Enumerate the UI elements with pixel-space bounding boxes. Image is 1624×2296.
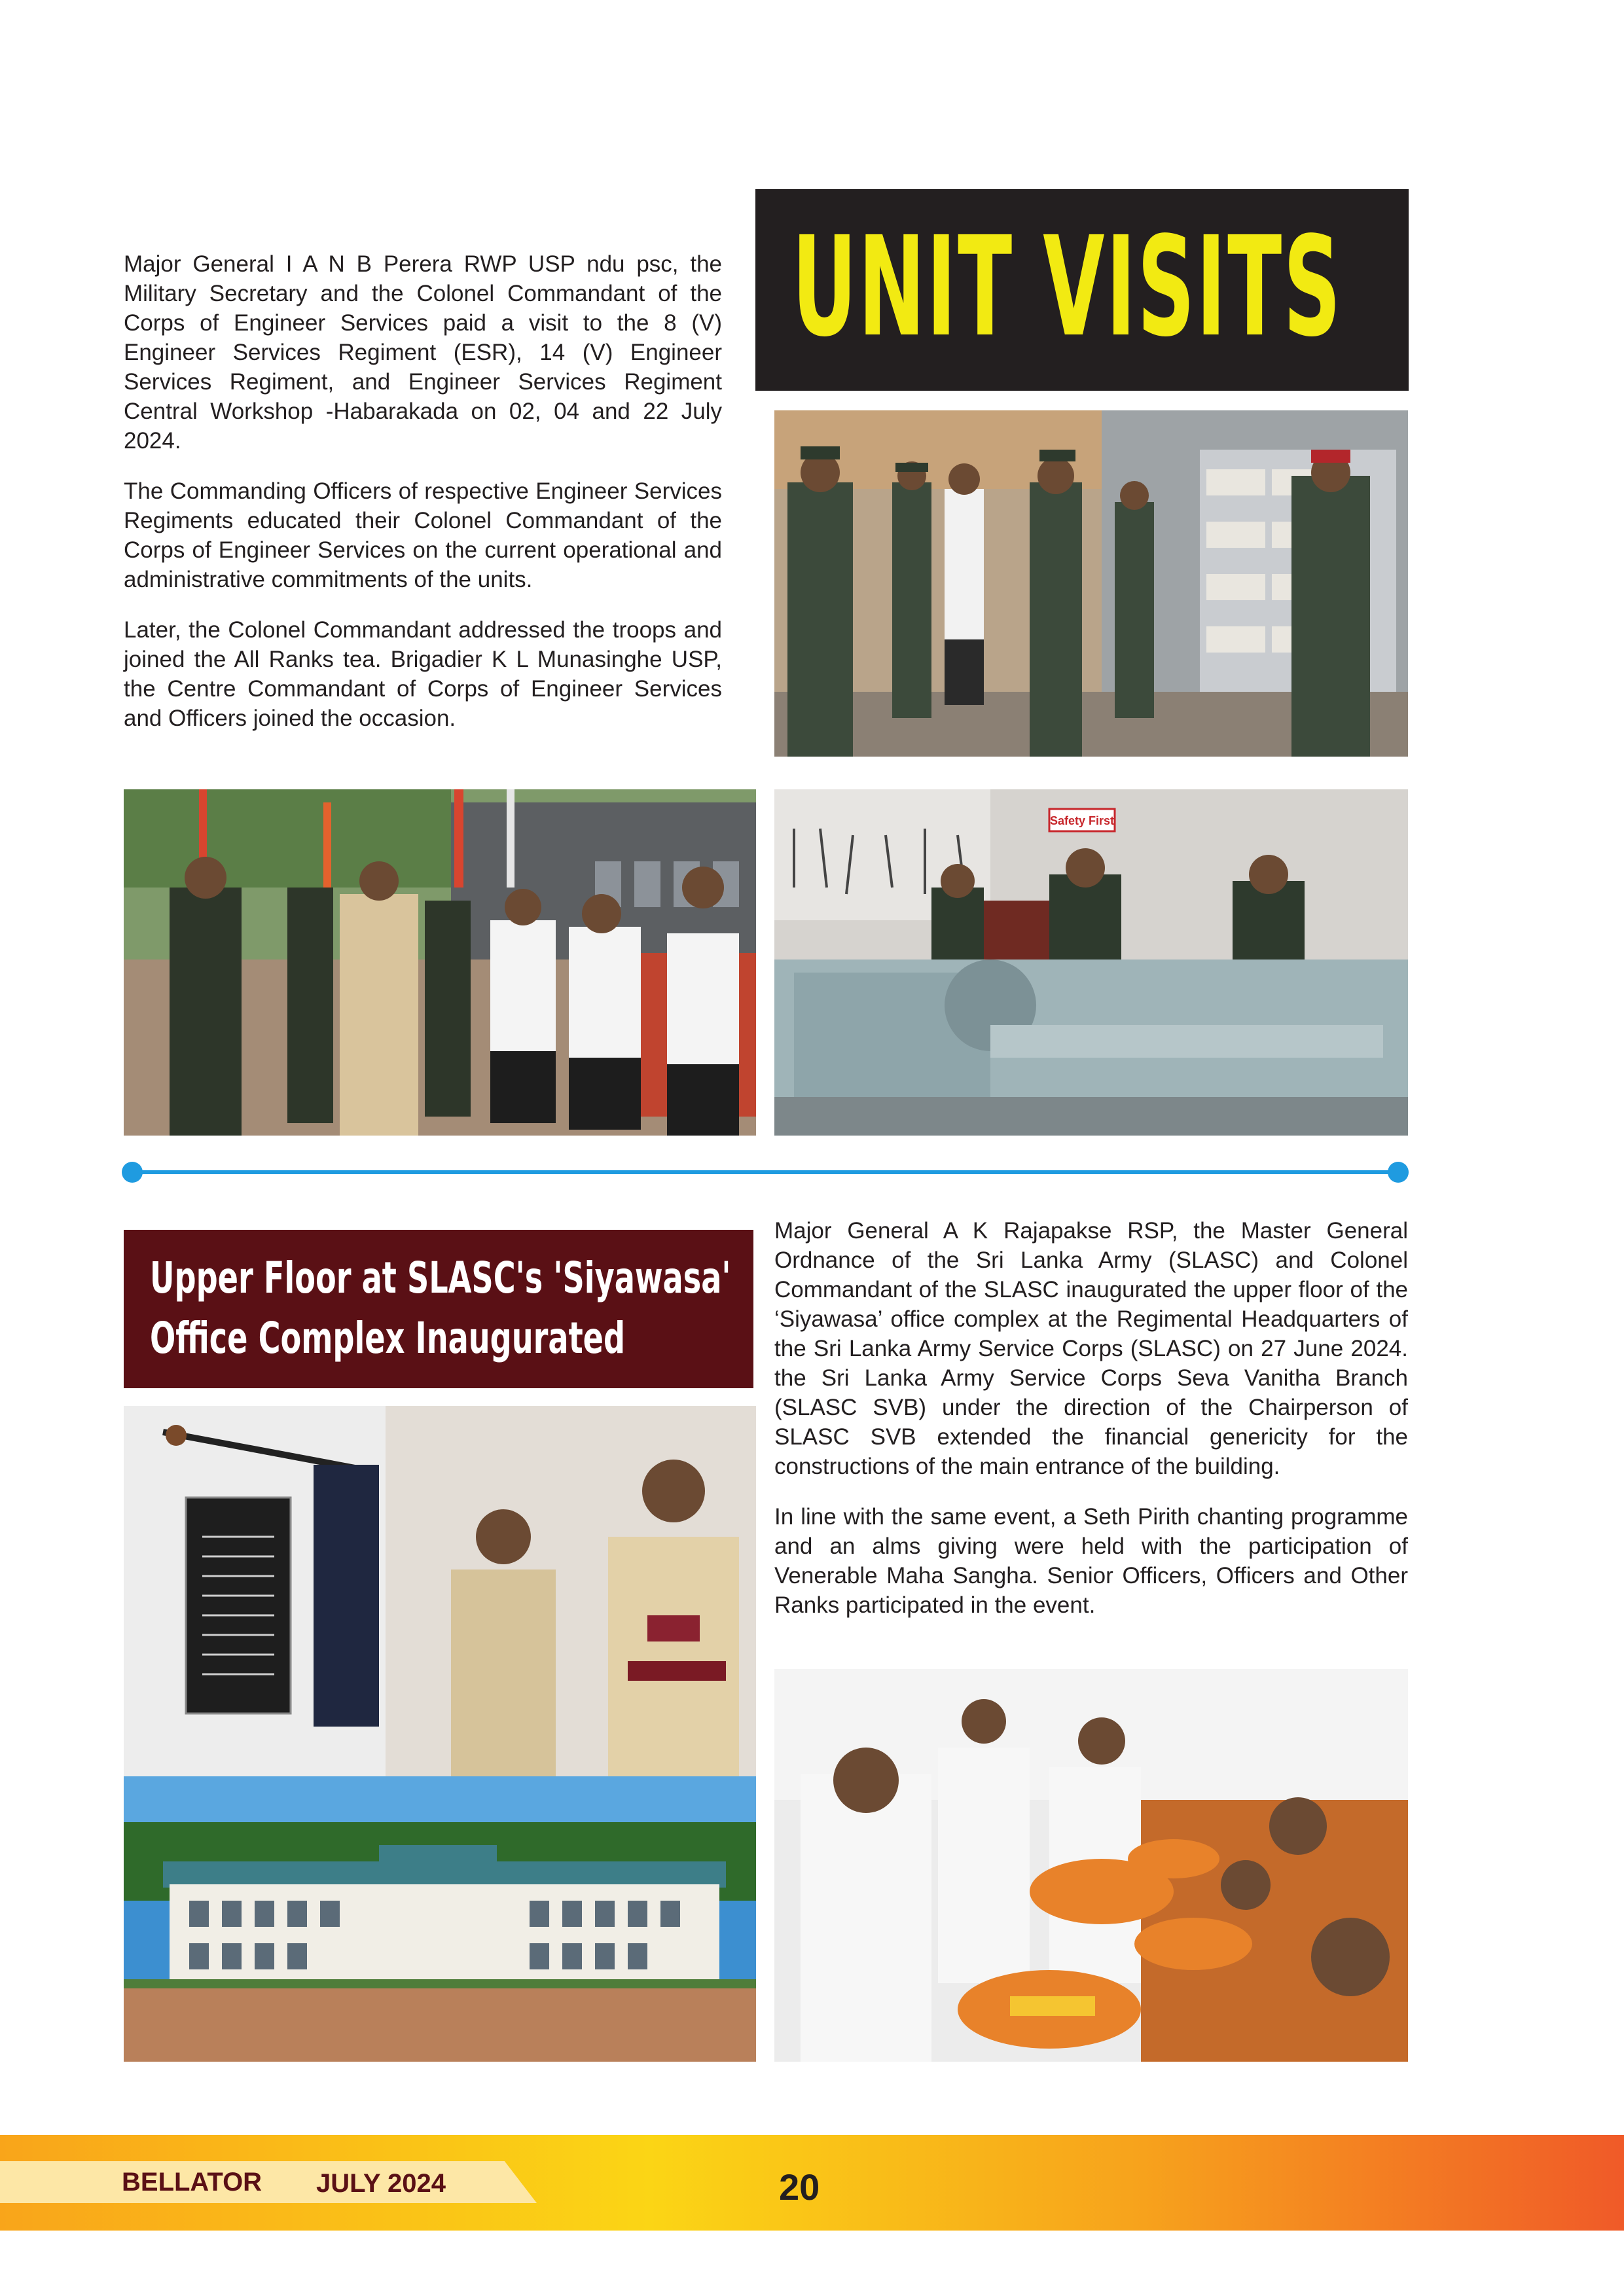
- siyawasa-title-block: [124, 1230, 753, 1388]
- article2-paragraph-2: In line with the same event, a Seth Pirith chanting programme and an alms giving were held with the participation of Venerable Maha Sangha. Senior Officers, Officers and Other Ranks participated in the event.: [774, 1504, 1408, 1618]
- article2-text: [774, 1216, 1408, 1620]
- siyawasa-title-line-1: Upper Floor at SLASC's 'Siyawasa': [150, 1253, 731, 1303]
- unit-visits-title-block: [755, 189, 1409, 391]
- photo-siyawasa-building: [124, 1776, 756, 2062]
- article1-paragraph-3: Later, the Colonel Commandant addressed the troops and joined the All Ranks tea. Brigadier K L Munasinghe USP, the Centre Commandant of Corps of Engineer Services and Officers joined the occasion.: [124, 617, 722, 731]
- photo-plaque-unveiling: [124, 1406, 756, 1776]
- article1-text: [124, 249, 722, 733]
- photo-workshop-lathe: [774, 789, 1408, 1136]
- page-number: 20: [779, 2166, 820, 2208]
- footer-issue-date: JULY 2024: [316, 2169, 446, 2198]
- photo-alms-giving: [774, 1669, 1408, 2062]
- article1-paragraph-2: The Commanding Officers of respective Engineer Services Regiments educated their Colonel Commandant of the Corps of Engineer Services on the current operational and administrative commitments of the units.: [124, 478, 722, 592]
- divider-dot-left: [122, 1162, 143, 1183]
- photo-storeroom-inspection: [774, 410, 1408, 757]
- photo-troops-greeting: [124, 789, 756, 1136]
- safety-first-sign: Safety First: [1049, 814, 1115, 827]
- siyawasa-title-line-2: Office Complex Inaugurated: [150, 1313, 626, 1363]
- article2-paragraph-1: Major General A K Rajapakse RSP, the Master General Ordnance of the Sri Lanka Army (SLASC) and Colonel Commandant of the SLASC inaugurated the upper floor of the ‘Siyawasa’ office complex at the Regimental Headquarters of the Sri Lanka Army Service Corps (SLASC) on 27 June 2024. the Sri Lanka Army Service Corps Seva Vanitha Branch (SLASC SVB) under the direction of the Chairperson of SLASC SVB extended the financial genericity for the constructions of the main entrance of the building.: [774, 1218, 1408, 1479]
- article1-paragraph-1: Major General I A N B Perera RWP USP ndu psc, the Military Secretary and the Colonel Commandant of the Corps of Engineer Services paid a visit to the 8 (V) Engineer Services Regiment (ESR), 14 (V) Engineer Services Regiment, and Engineer Services Regiment Central Workshop -Habarakada on 02, 04 and 22 July 2024.: [124, 251, 722, 454]
- section-divider: [131, 1170, 1398, 1174]
- footer-magazine-name: BELLATOR: [122, 2168, 262, 2197]
- footer-tab: [0, 2161, 537, 2203]
- divider-dot-right: [1388, 1162, 1409, 1183]
- unit-visits-title: UNIT VISITS: [792, 207, 1343, 367]
